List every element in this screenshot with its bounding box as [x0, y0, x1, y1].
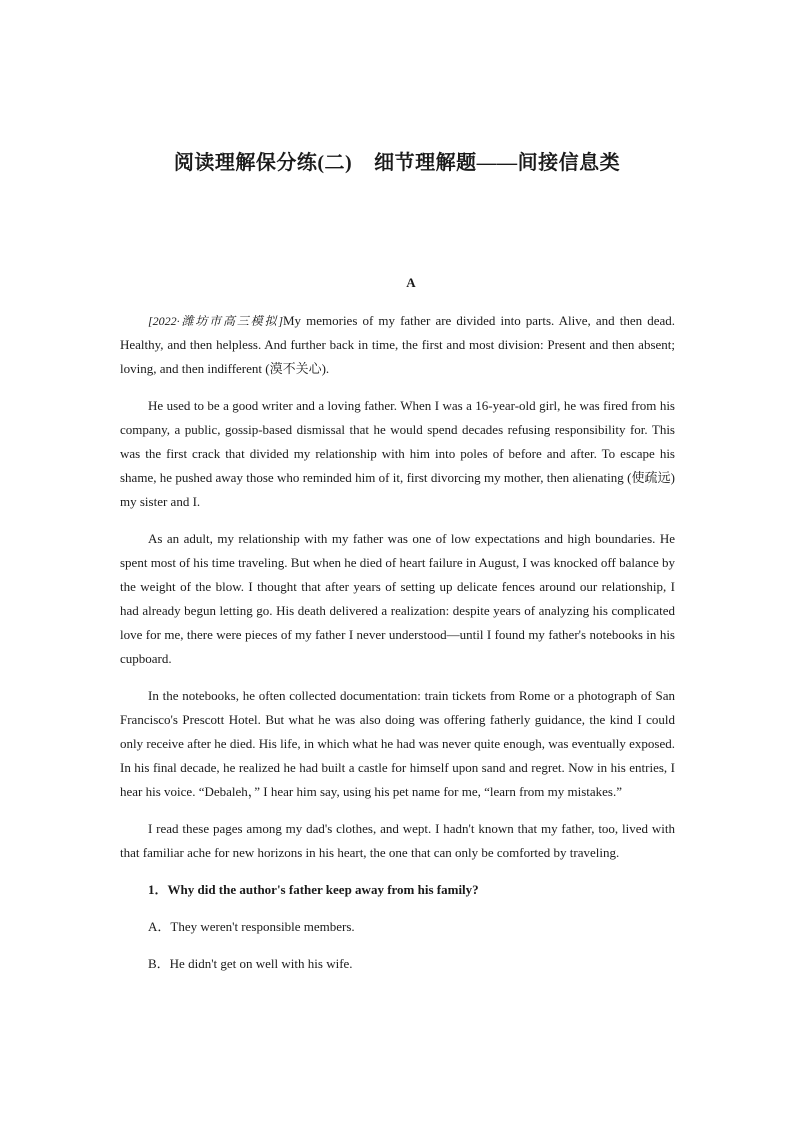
page-title: 阅读理解保分练(二) 细节理解题——间接信息类	[173, 152, 621, 174]
option-b: B．He didn't get on well with his wife.	[148, 956, 353, 971]
source-tag: [2022·潍坊市高三模拟]	[148, 314, 283, 328]
paragraph-4: In the notebooks, he often collected documentation: train tickets from Rome or a photograph of San Francisco's Prescott Hotel. But what he was also doing was offering fatherly guidance, the kind I could only receive after he died. His life, in which what he had was never quite enough, was eventually exposed. In his final decade, he realized he had built a castle for himself upon sand and regret. Now in his entries, I hear his voice. “Debaleh，” I hear him say, using his pet name for me, “learn from my mistakes.”	[120, 688, 675, 799]
paragraph-5: I read these pages among my dad's clothes, and wept. I hadn't known that my father, too, lived with that familiar ache for new horizons in his heart, the one that can only be comforted by traveling.	[120, 821, 675, 860]
paragraph-2: He used to be a good writer and a loving father. When I was a 16-year-old girl, he was fired from his company, a public, gossip-based dismissal that he would spend decades refusing responsibility for. This was the first crack that divided my relationship with him into poles of before and after. To escape his shame, he pushed away those who reminded him of it, first divorcing my mother, then alienating (使疏远) my sister and I.	[120, 398, 675, 509]
option-a: A．They weren't responsible members.	[148, 919, 355, 934]
section-label: A	[406, 275, 416, 290]
paragraph-1-text: My memories of my father are divided into parts. Alive, and then dead. Healthy, and then helpless. And further back in time, the first and most division: Present and then absent; loving, and then indifferent (漠不关心).	[120, 313, 675, 376]
paragraph-3: As an adult, my relationship with my father was one of low expectations and high boundaries. He spent most of his time traveling. But when he died of heart failure in August, I was knocked off balance by the weight of the blow. I thought that after years of setting up delicate fences around our relationship, I had already begun letting go. His death delivered a realization: despite years of analyzing his complicated love for me, there were pieces of my father I never understood—until I found my father's notebooks in his cupboard.	[120, 531, 676, 666]
paragraph-1	[120, 309, 675, 381]
question-1: 1．Why did the author's father keep away from his family?	[148, 882, 479, 897]
passage	[120, 309, 675, 989]
